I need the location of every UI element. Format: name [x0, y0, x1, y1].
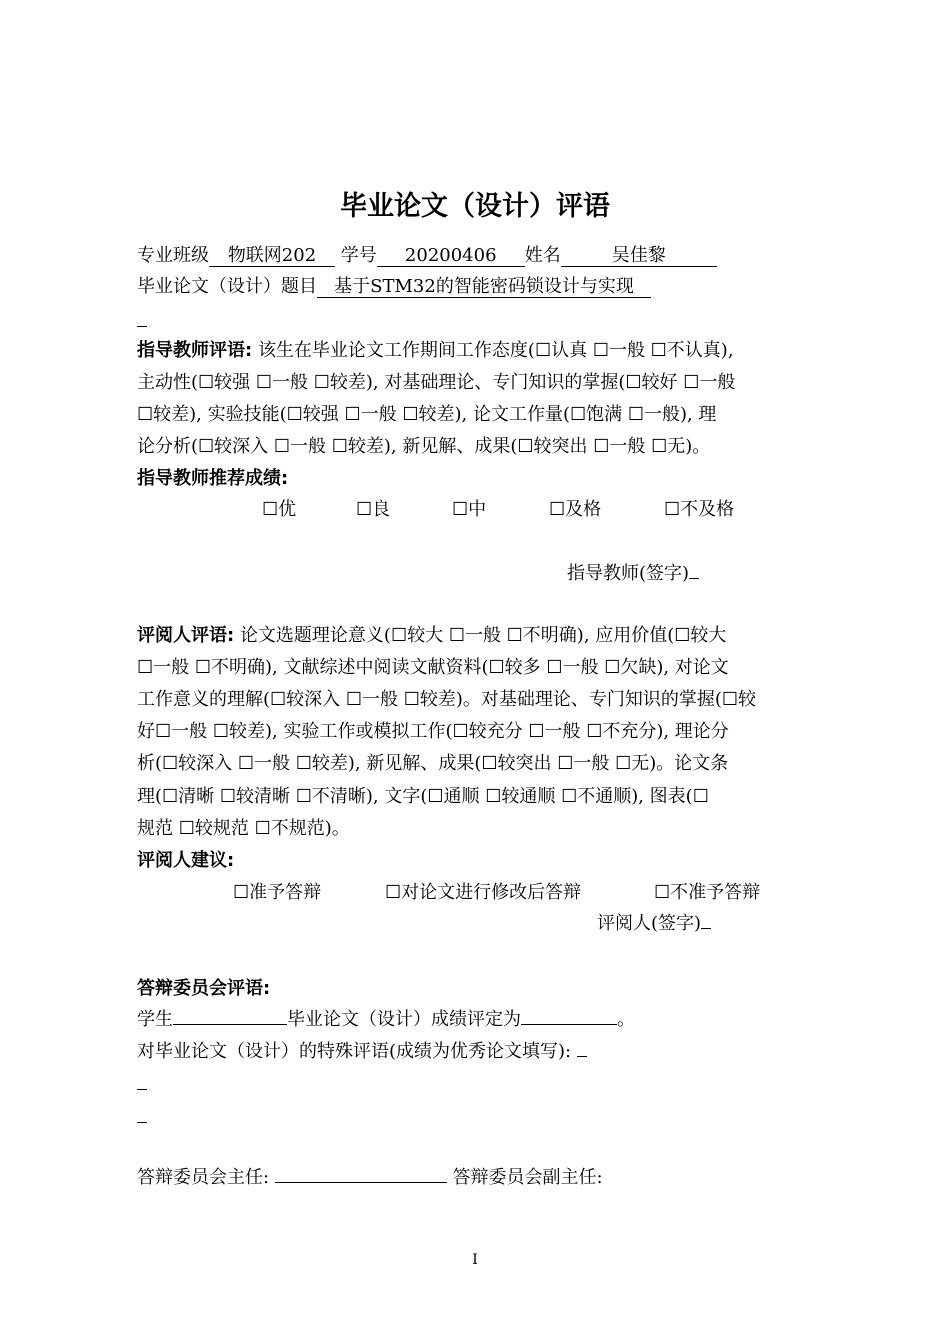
vice-chair-label: 答辩委员会副主任: — [452, 1167, 603, 1188]
reviewer-line-7: 规范 ☐较规范 ☐不规范)。 — [137, 818, 350, 839]
advisor-line-1 — [137, 339, 734, 363]
id-label: 学号 — [340, 245, 377, 266]
suggest-option[interactable]: ☐不准予答辩 — [654, 882, 761, 903]
class-value: 物联网202 — [209, 245, 335, 267]
grade-option[interactable]: ☐及格 — [549, 499, 602, 520]
advisor-line-3: ☐较差), 实验技能(☐较强 ☐一般 ☐较差), 论文工作量(☐饱满 ☐一般), 理 — [137, 404, 717, 425]
reviewer-line-5: 析(☐较深入 ☐一般 ☐较差), 新见解、成果(☐较突出 ☐一般 ☐无)。论文条 — [137, 753, 729, 774]
student-name-field[interactable] — [173, 1024, 287, 1025]
advisor-signature — [567, 562, 699, 586]
topic-label: 毕业论文（设计）题目 — [137, 276, 317, 297]
special-comment-line[interactable] — [137, 1122, 147, 1123]
chair-label: 答辩委员会主任: — [137, 1167, 270, 1188]
advisor-line-4: 论分析(☐较深入 ☐一般 ☐较差), 新见解、成果(☐较突出 ☐一般 ☐无)。 — [137, 436, 711, 457]
reviewer-heading: 评阅人评语: — [137, 625, 235, 646]
reviewer-line-3: 工作意义的理解(☐较深入 ☐一般 ☐较差)。对基础理论、专门知识的掌握(☐较 — [137, 689, 757, 710]
committee-sign-row — [137, 1166, 603, 1190]
page-number: I — [472, 1252, 478, 1268]
suggest-option[interactable]: ☐准予答辩 — [233, 882, 322, 903]
class-label: 专业班级 — [137, 245, 209, 266]
period: 。 — [617, 1009, 635, 1030]
advisor-line-2: 主动性(☐较强 ☐一般 ☐较差), 对基础理论、专门知识的掌握(☐较好 ☐一般 — [137, 372, 736, 393]
suggest-heading: 评阅人建议: — [137, 850, 235, 871]
special-comment-field[interactable] — [577, 1056, 587, 1057]
student-label: 学生 — [137, 1009, 173, 1030]
special-label: 对毕业论文（设计）的特殊评语(成绩为优秀论文填写): — [137, 1041, 572, 1062]
chair-signature-field[interactable] — [275, 1182, 447, 1183]
reviewer-line-2: ☐一般 ☐不明确), 文献综述中阅读文献资料(☐较多 ☐一般 ☐欠缺), 对论文 — [137, 657, 729, 678]
reviewer-signature — [597, 912, 711, 936]
topic-value: 基于STM32的智能密码锁设计与实现 — [317, 276, 651, 298]
advisor-text: 该生在毕业论文工作期间工作态度(☐认真 ☐一般 ☐不认真), — [257, 340, 734, 361]
reviewer-signature-field[interactable] — [701, 928, 711, 929]
committee-grade-row — [137, 1008, 635, 1032]
page-title: 毕业论文（设计）评语 — [340, 191, 610, 222]
grade-option[interactable]: ☐良 — [356, 499, 391, 520]
reviewer-text: 论文选题理论意义(☐较大 ☐一般 ☐不明确), 应用价值(☐较大 — [239, 625, 727, 646]
reviewer-line-4: 好☐一般 ☐较差), 实验工作或模拟工作(☐较充分 ☐一般 ☐不充分), 理论分 — [137, 721, 729, 742]
student-info-row — [137, 244, 717, 268]
grade-heading: 指导教师推荐成绩: — [137, 468, 289, 489]
reviewer-signature-label: 评阅人(签字) — [597, 913, 702, 934]
suggest-option[interactable]: ☐对论文进行修改后答辩 — [385, 882, 582, 903]
topic-row — [137, 275, 651, 299]
grade-option[interactable]: ☐中 — [452, 499, 487, 520]
special-comment-line[interactable] — [137, 1089, 147, 1090]
grade-option[interactable]: ☐不及格 — [664, 499, 735, 520]
reviewer-line-6: 理(☐清晰 ☐较清晰 ☐不清晰), 文字(☐通顺 ☐较通顺 ☐不通顺), 图表(☐ — [137, 786, 709, 807]
advisor-heading: 指导教师评语: — [137, 340, 253, 361]
name-label: 姓名 — [524, 245, 561, 266]
advisor-signature-label: 指导教师(签字) — [567, 563, 690, 584]
final-grade-field[interactable] — [521, 1024, 617, 1025]
advisor-signature-field[interactable] — [689, 578, 699, 579]
grade-text: 毕业论文（设计）成绩评定为 — [287, 1009, 521, 1030]
name-value: 吴佳黎 — [561, 245, 717, 267]
blank-line — [137, 326, 147, 327]
id-value: 20200406 — [377, 245, 525, 267]
committee-heading: 答辩委员会评语: — [137, 978, 271, 999]
reviewer-line-1 — [137, 624, 726, 648]
special-comment-row — [137, 1040, 587, 1064]
grade-option[interactable]: ☐优 — [262, 499, 297, 520]
